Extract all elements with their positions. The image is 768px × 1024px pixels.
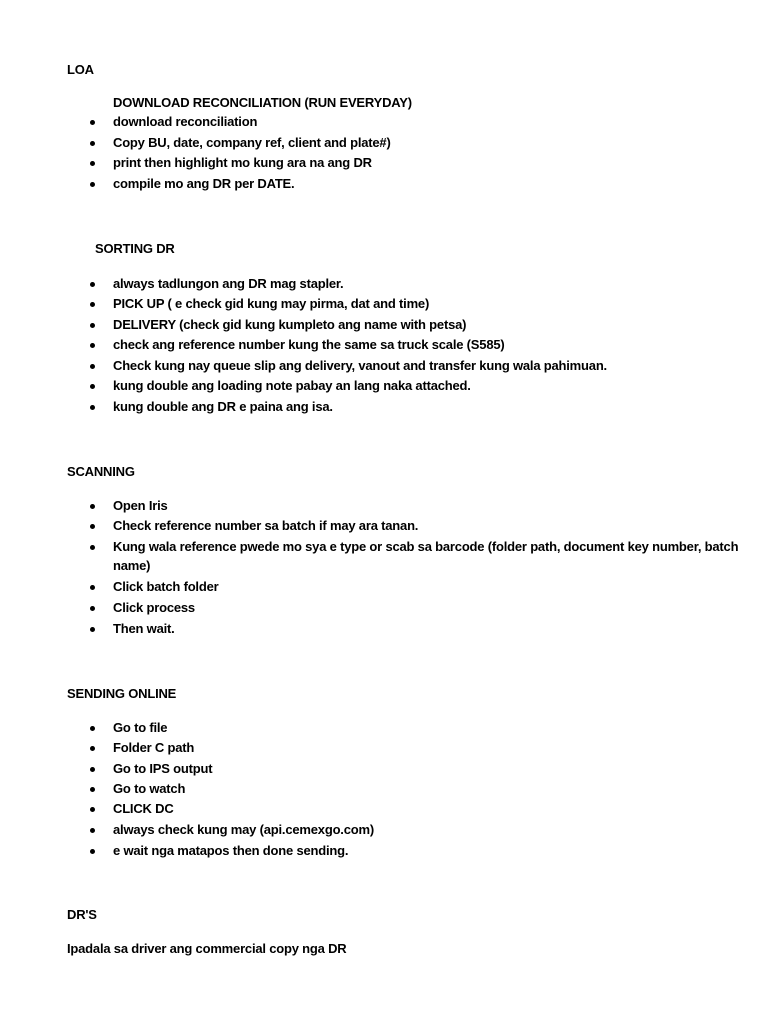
bullet-icon <box>90 182 95 187</box>
bullet-icon <box>90 364 95 369</box>
section-heading-sending-online: SENDING ONLINE <box>67 686 177 701</box>
bullet-icon <box>90 120 95 125</box>
list-item: kung double ang loading note pabay an lang naka attached. <box>113 378 471 393</box>
list-item: download reconciliation <box>113 114 258 129</box>
section-heading-scanning: SCANNING <box>67 464 135 479</box>
bullet-icon <box>90 343 95 348</box>
list-item: Then wait. <box>113 621 175 636</box>
list-item: Copy BU, date, company ref, client and plate#) <box>113 135 391 150</box>
bullet-icon <box>90 141 95 146</box>
section-heading-sorting-dr: SORTING DR <box>95 241 175 256</box>
bullet-icon <box>90 384 95 389</box>
bullet-icon <box>90 787 95 792</box>
list-item: kung double ang DR e paina ang isa. <box>113 399 333 414</box>
bullet-icon <box>90 849 95 854</box>
bullet-icon <box>90 585 95 590</box>
bullet-icon <box>90 726 95 731</box>
list-item: check ang reference number kung the same sa truck scale (S585) <box>113 337 505 352</box>
list-item: Go to IPS output <box>113 761 213 776</box>
bullet-icon <box>90 746 95 751</box>
list-item: Go to file <box>113 720 168 735</box>
bullet-icon <box>90 504 95 509</box>
list-item: CLICK DC <box>113 801 174 816</box>
list-item: e wait nga matapos then done sending. <box>113 843 349 858</box>
list-item: PICK UP ( e check gid kung may pirma, dat and time) <box>113 296 430 311</box>
list-item: Check reference number sa batch if may ara tanan. <box>113 518 419 533</box>
bullet-icon <box>90 767 95 772</box>
subheading-download-reconciliation: DOWNLOAD RECONCILIATION (RUN EVERYDAY) <box>113 95 412 110</box>
list-item: compile mo ang DR per DATE. <box>113 176 295 191</box>
section-heading-loa: LOA <box>67 62 94 77</box>
list-item: print then highlight mo kung ara na ang DR <box>113 155 372 170</box>
bullet-icon <box>90 282 95 287</box>
list-item: always check kung may (api.cemexgo.com) <box>113 822 374 837</box>
list-item: Go to watch <box>113 781 186 796</box>
list-item: Check kung nay queue slip ang delivery, vanout and transfer kung wala pahimuan. <box>113 358 607 373</box>
bullet-icon <box>90 627 95 632</box>
list-item: Open Iris <box>113 498 168 513</box>
list-item: Kung wala reference pwede mo sya e type or scab sa barcode (folder path, document key number, batch <box>113 539 739 554</box>
list-item: Click batch folder <box>113 579 219 594</box>
bullet-icon <box>90 807 95 812</box>
list-item: DELIVERY (check gid kung kumpleto ang name with petsa) <box>113 317 467 332</box>
bullet-icon <box>90 302 95 307</box>
bullet-icon <box>90 828 95 833</box>
bullet-icon <box>90 405 95 410</box>
list-item: Click process <box>113 600 195 615</box>
list-item: Folder C path <box>113 740 195 755</box>
list-item-continuation: name) <box>113 558 151 573</box>
bullet-icon <box>90 524 95 529</box>
section-heading-drs: DR'S <box>67 907 97 922</box>
bullet-icon <box>90 161 95 166</box>
bullet-icon <box>90 606 95 611</box>
drs-note: Ipadala sa driver ang commercial copy nga DR <box>67 941 347 956</box>
bullet-icon <box>90 323 95 328</box>
list-item: always tadlungon ang DR mag stapler. <box>113 276 344 291</box>
bullet-icon <box>90 545 95 550</box>
